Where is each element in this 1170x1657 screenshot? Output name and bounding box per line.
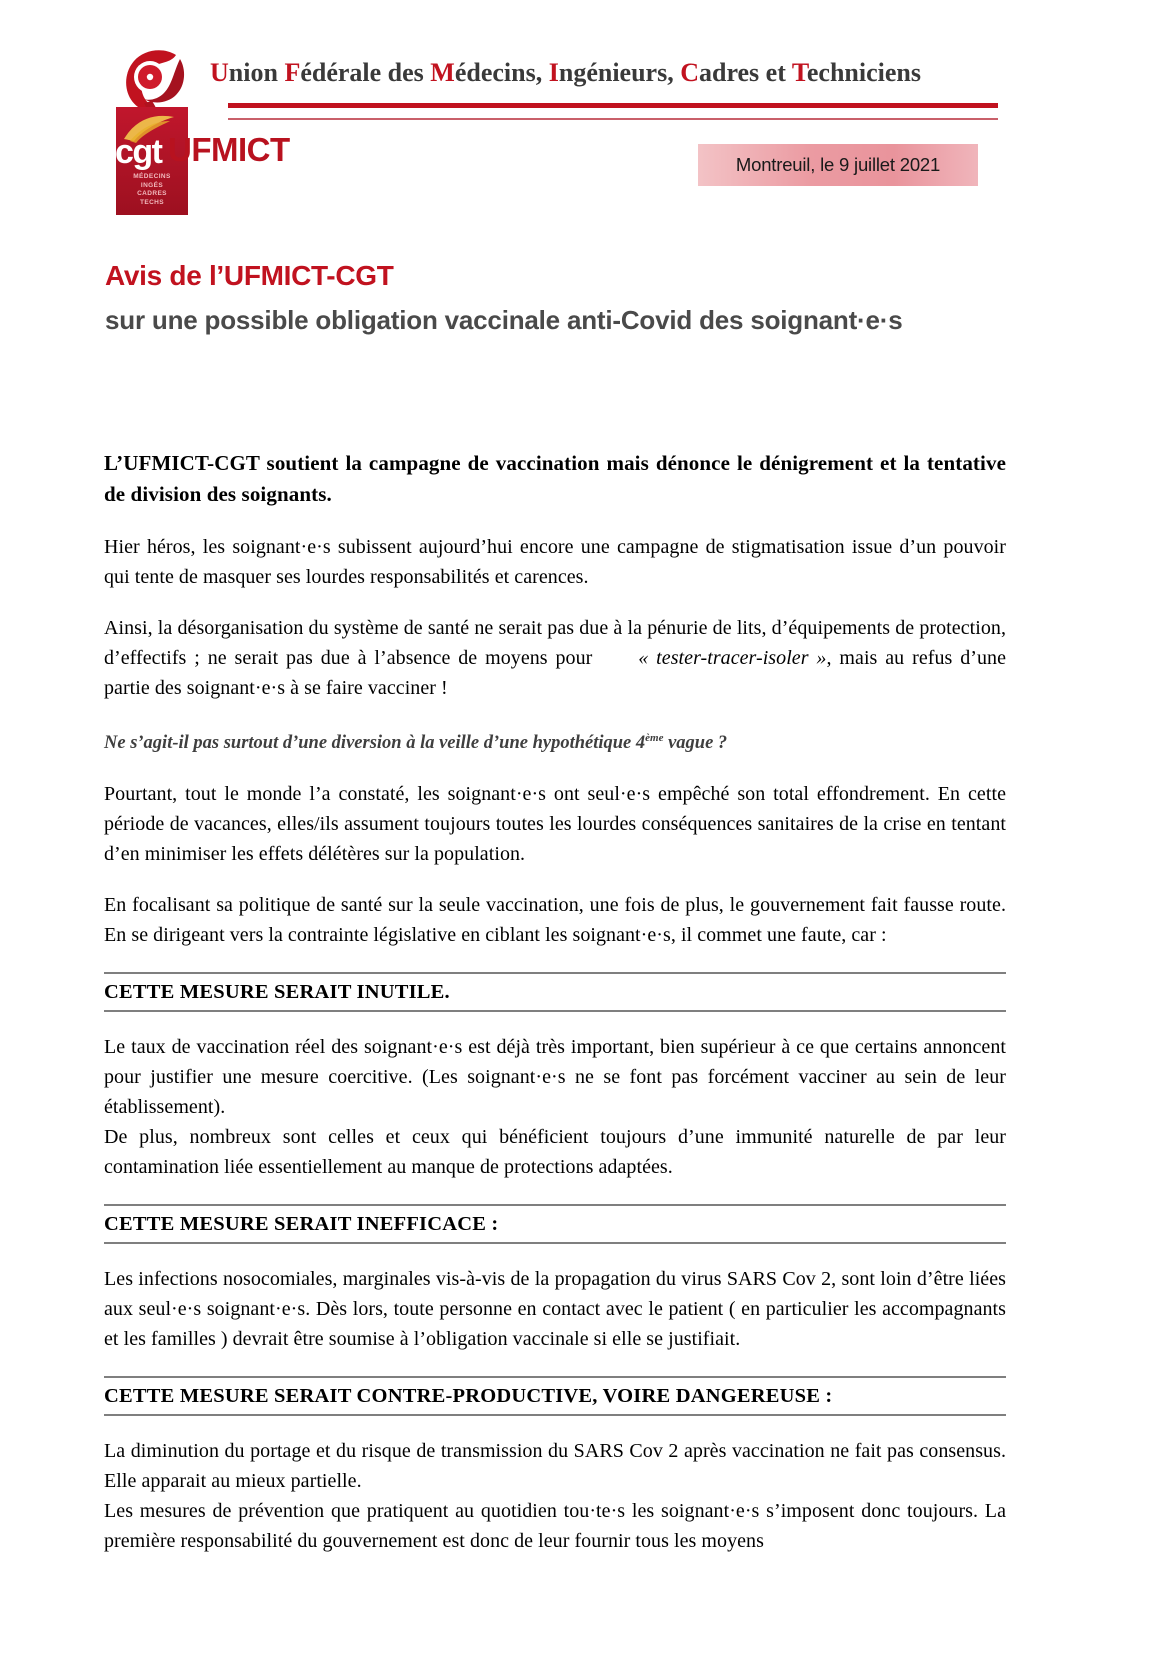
section-heading-contre-productive	[104, 1376, 1006, 1416]
section-1-paragraph-2: De plus, nombreux sont celles et ceux qui bénéficient toujours d’une immunité naturelle de par leur contamination liée essentiellement au manque de protections adaptées.	[104, 1126, 1006, 1179]
title-block	[105, 258, 1005, 340]
cgt-wordmark: cgt	[115, 133, 162, 171]
logo-subtext-line: CADRES	[137, 190, 167, 197]
section-heading-text: CETTE MESURE SERAIT INUTILE.	[104, 981, 450, 1004]
italic-question-before: Ne s’agit-il pas surtout d’une diversion à la veille d’une hypothétique 4	[104, 733, 646, 754]
section-heading-inutile	[104, 972, 1006, 1012]
cgt-ufmict-logo	[108, 45, 204, 215]
document-header	[0, 0, 1170, 215]
paragraph-1: Hier héros, les soignant·e·s subissent aujourd’hui encore une campagne de stigmatisation issue d’un pouvoir qui tente de masquer ses lourdes responsabilités et carences.	[104, 536, 1006, 588]
paragraph-3: Pourtant, tout le monde l’a constaté, les soignant·e·s ont seul·e·s empêché son total effondrement. En cette période de vacances, elles/ils assument toujours toutes les lourdes conséquences sanitaires de la crise en tentant d’en minimiser les effets délétères sur la population.	[104, 783, 1006, 866]
section-2-paragraph-1: Les infections nosocomiales, marginales vis-à-vis de la propagation du virus SARS Cov 2, sont loin d’être liées aux seul·e·s soignant·e·s. Dès lors, toute personne en contact avec le patient ( en particulier les accompagnants et les familles ) devrait être soumise à l’obligation vaccinale si elle se justifiait.	[104, 1268, 1006, 1351]
paragraph-4: En focalisant sa politique de santé sur la seule vaccination, une fois de plus, le gouvernement fait fausse route. En se dirigeant vers la contrainte législative en ciblant les soignant·e·s, il commet une faute, car :	[104, 894, 1006, 947]
section-heading-inefficace	[104, 1204, 1006, 1244]
section-3-paragraph-2: Les mesures de prévention que pratiquent au quotidien tou·te·s les soignant·e·s s’imposent donc toujours. La première responsabilité du gouvernement est donc de leur fournir tous les moyens	[104, 1500, 1006, 1553]
logo-subtext	[116, 173, 188, 207]
paragraph-2-before: Ainsi, la désorganisation du système de santé ne serait pas due à la pénurie de lits, d’équipements de protection, d’effectifs ; ne serait pas due à l’absence de moyens pour	[104, 617, 1006, 669]
section-1-paragraph-1: Le taux de vaccination réel des soignant·e·s est déjà très important, bien supérieur à ce que certains annoncent pour justifier une mesure coercitive. (Les soignant·e·s ne se font pas forcément vacciner au sein de leur établissement).	[104, 1036, 1006, 1119]
logo-subtext-line: TECHS	[139, 198, 165, 206]
paragraph-2-after: , mais au refus d’une partie des soignant·e·s à se faire vacciner !	[104, 647, 1006, 699]
paragraph-2	[104, 613, 1006, 703]
header-rule-thick	[228, 103, 998, 108]
header-rule-thin	[228, 118, 998, 120]
date-label: Montreuil, le 9 juillet 2021	[735, 154, 941, 175]
section-heading-text: CETTE MESURE SERAIT INEFFICACE :	[104, 1213, 499, 1236]
document-body	[104, 448, 1006, 1577]
organisation-title: Union Fédérale des Médecins, Ingénieurs, Cadres et Techniciens	[210, 58, 921, 87]
section-3-paragraph-1: La diminution du portage et du risque de transmission du SARS Cov 2 après vaccination ne fait pas consensus. Elle apparait au mieux partielle.	[104, 1440, 1006, 1493]
lead-paragraph: L’UFMICT-CGT soutient la campagne de vaccination mais dénonce le dénigrement et la tentative de division des soignants.	[104, 451, 1006, 506]
logo-subtext-line: MÉDECINS	[133, 173, 171, 180]
italic-question-after: vague ?	[663, 733, 728, 754]
paragraph-2-quote: « tester-tracer-isoler »	[638, 647, 827, 669]
ufmict-wordmark: UFMICT	[168, 131, 290, 168]
italic-question-superscript: ème	[645, 732, 664, 744]
section-heading-text: CETTE MESURE SERAIT CONTRE-PRODUCTIVE, VOIRE DANGEREUSE :	[104, 1385, 833, 1408]
page-title: Avis de l’UFMICT-CGT	[105, 260, 394, 291]
page-subtitle: sur une possible obligation vaccinale anti-Covid des soignant·e·s	[105, 305, 903, 335]
italic-question	[104, 724, 1006, 757]
date-badge	[698, 144, 978, 186]
logo-subtext-line: INGÉS	[140, 181, 164, 189]
